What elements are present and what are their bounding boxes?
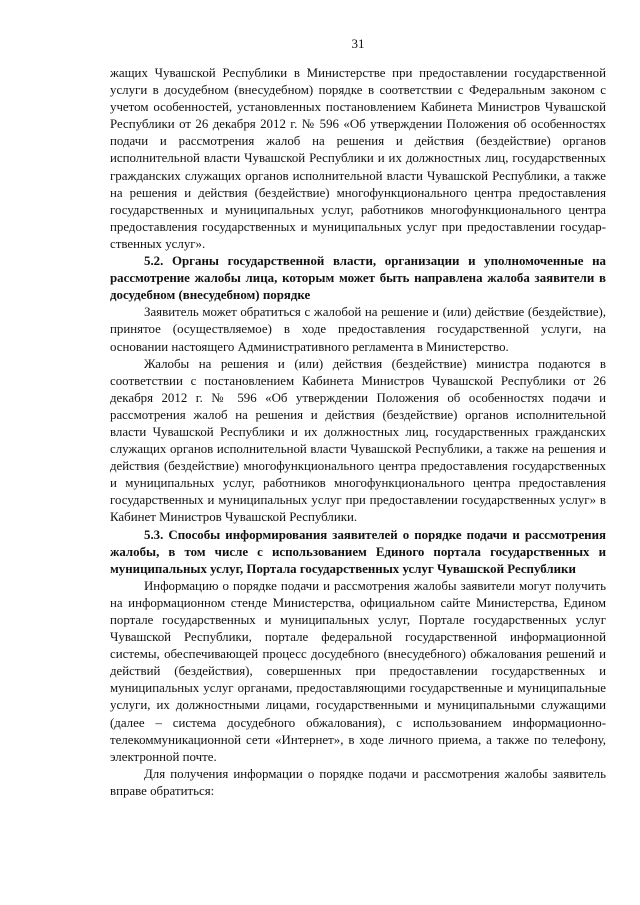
section-heading-5-3: 5.3. Способы информирования заявителей о порядке подачи и рассмотрения жалобы, в том числе с использованием Единого портала государственных и муниципальных услуг, Портала государственных услуг Чувашской Республики [110, 527, 606, 576]
section-heading-5-2: 5.2. Органы государственной власти, организации и уполномоченные на рассмотрение жалобы лица, которым может быть направлена жалоба заявители в досудебном (внесудебном) порядке [110, 254, 606, 303]
paragraph-information-sources: Информацию о порядке подачи и рассмотрения жалобы заявители могут получить на информационном стенде Министерства, официальном сайте Министерства, Едином портале государственных и муниципальных услуг, Портале государственных услуг Чувашской Республики, портале федеральной государственной информационной системы, обеспечивающей процесс досудебного (внесудебного) обжалования решений и действий (бездействия), совершенных при предоставлении государственных и муниципальных услуг органами, предоставляющими государственные и муниципальные услуги, их должностными лицами, государственными и муниципальными служащими (далее – система досудебного обжалования), с использованием информационно-телекоммуникационной сети «Интернет», в ходе личного приема, а также по телефону, электронной почте. [110, 578, 606, 764]
paragraph-applicant-complaint: Заявитель может обратиться с жалобой на решение и (или) действие (бездействие), принятое (осуществляемое) в ходе предоставления государственной услуги, на основании настоящего Административного регламента в Министерство. [110, 305, 606, 354]
paragraph-applicant-may-contact: Для получения информации о порядке подачи и рассмотрения жалобы заявитель вправе обратиться: [110, 766, 606, 798]
paragraph-minister-complaints: Жалобы на решения и (или) действия (бездействие) министра подаются в соответствии с постановлением Кабинета Министров Чувашской Республики от 26 декабря 2012 г. № 596 «Об утверждении Положения об особенностях подачи и рассмотрения жалоб на решения и действия (бездействие) органов исполнительной власти Чувашской Республики и их должностных лиц, государственных гражданских служащих органов исполнительной власти Чувашской Республики, а также на решения и действия (бездействие) многофункционального центра предоставления государственных и муниципальных услуг, работников многофункционального центра предоставления государственных и муниципальных услуг при предоставлении государственных услуг» в Кабинет Министров Чувашской Республики. [110, 356, 606, 525]
page-number: 31 [351, 36, 365, 51]
paragraph-continuation: жащих Чувашской Республики в Министерстве при предоставлении государственной услуги в досудебном (внесудебном) порядке в соответствии с Федеральным законом с учетом особенностей, установленных постановлением Кабинета Министров Чувашской Республики от 26 декабря 2012 г. № 596 «Об утверждении Положения об особенностях подачи и рассмотрения жалоб на решения и действия (бездействие) органов исполнительной власти Чувашской Республики и их должностных лиц, государственных гражданских служащих органов исполнительной власти Чувашской Республики, а также на решения и действия (бездействие) многофункционального центра предоставления государственных и муниципальных услуг, работников многофункционального центра предоставления государственных и муниципальных услуг при предоставлении государственных услуг». [110, 66, 606, 251]
